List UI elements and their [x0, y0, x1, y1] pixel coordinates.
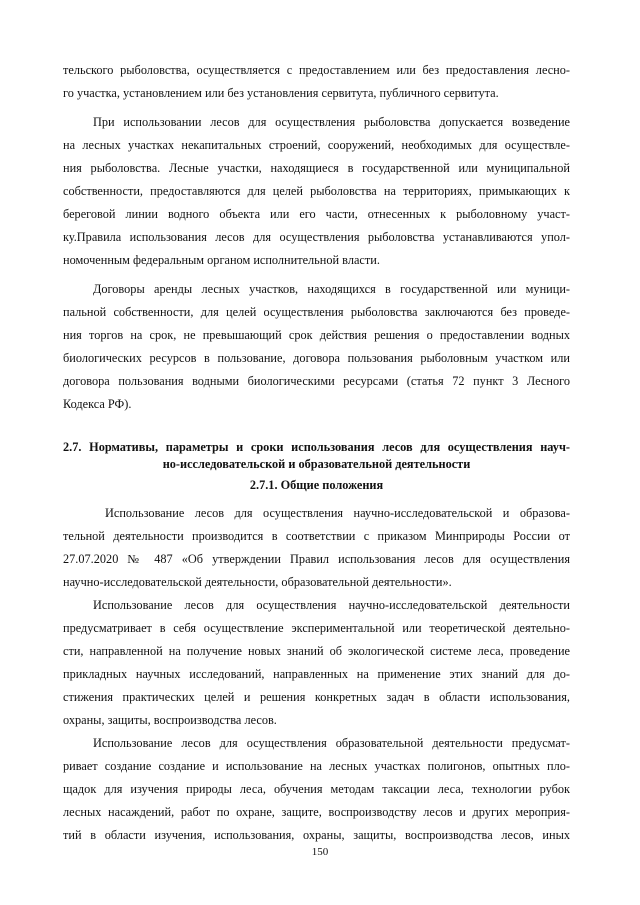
text-line: При использовании лесов для осуществления рыболовства допускается возведение	[93, 115, 570, 129]
text-line: Использование лесов для осуществления образовательной деятельности предусмат-	[93, 736, 570, 750]
text-line: ния рыболовства. Лесные участки, находящиеся в государственной или муниципальной	[63, 161, 570, 175]
text-line: биологических ресурсов в пользование, договора пользования рыболовным участком или	[63, 351, 570, 365]
text-line: Договоры аренды лесных участков, находящихся в государственной или муници-	[93, 282, 570, 296]
text-line: го участка, установлением или без установления сервитута, публичного сервитута.	[63, 86, 499, 100]
text-line: Использование лесов для осуществления научно-исследовательской и образова-	[105, 506, 570, 520]
text-line: собственности, предоставляются для целей рыболовства на территориях, примыкающих к	[63, 184, 570, 198]
text-line: 27.07.2020 № 487 «Об утверждении Правил использования лесов для осуществления	[63, 552, 570, 566]
text-line: тельского рыболовства, осуществляется с предоставлением или без предоставления лесно-	[63, 63, 570, 77]
section-heading-line: но-исследовательской и образовательной деятельности	[162, 457, 471, 471]
text-line: Использование лесов для осуществления научно-исследовательской деятельности	[93, 598, 570, 612]
text-line: ния торгов на срок, не превышающий срок действия решения о предоставлении водных	[63, 328, 570, 342]
text-line: ривает создание создание и использование на лесных участках полигонов, опытных пло-	[63, 759, 570, 773]
text-line: охраны, защиты, воспроизводства лесов.	[63, 713, 277, 727]
text-line: научно-исследовательской деятельности, образовательной деятельности».	[63, 575, 452, 589]
text-line: стижения практических целей и решения конкретных задач в области использования,	[63, 690, 570, 704]
text-line: Кодекса РФ).	[63, 397, 132, 411]
section-heading-line: 2.7. Нормативы, параметры и сроки использования лесов для осуществления науч-	[63, 440, 570, 454]
text-line: прикладных научных исследований, направленных на применение этих знаний для до-	[63, 667, 570, 681]
text-line: предусматривает в себя осуществление экспериментальной или теоретической деятельно-	[63, 621, 570, 635]
page-number: 150	[311, 846, 329, 858]
text-line: договора пользования водными биологическими ресурсами (статья 72 пункт 3 Лесного	[63, 374, 570, 388]
text-line: тельной деятельности производится в соответствии с приказом Минприроды России от	[63, 529, 570, 543]
text-line: сти, направленной на получение новых знаний об экологической системе леса, проведение	[63, 644, 570, 658]
text-line: лесных насаждений, работ по охране, защите, воспроизводству лесов и других мероприя-	[63, 805, 570, 819]
text-line: номоченным федеральным органом исполнительной власти.	[63, 253, 380, 267]
text-line: пальной собственности, для целей осуществления рыболовства заключаются без проведе-	[63, 305, 570, 319]
text-line: ку.Правила использования лесов для осуществления рыболовства устанавливаются упол-	[63, 230, 570, 244]
text-line: щадок для изучения природы леса, обучения методам таксации леса, технологии рубок	[63, 782, 570, 796]
subsection-heading: 2.7.1. Общие положения	[249, 478, 384, 492]
text-line: береговой линии водного объекта или его части, отнесенных к рыболовному участ-	[63, 207, 570, 221]
text-line: на лесных участках некапитальных строений, сооружений, необходимых для осуществле-	[63, 138, 570, 152]
text-line: тий в области изучения, использования, охраны, защиты, воспроизводства лесов, иных	[63, 828, 570, 842]
